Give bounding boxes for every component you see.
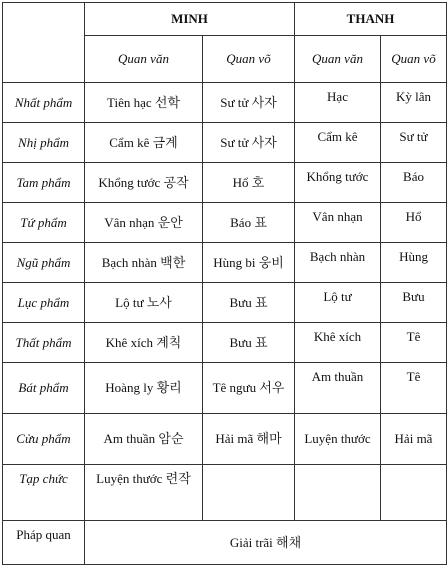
header-thanh: THANH [295,3,447,36]
phap-quan-cell: Giải trãi 해채 [85,521,447,565]
empty-cell [295,465,381,521]
header-minh-quan-vo: Quan võ [203,36,295,83]
minh-quan-van-cell: Am thuần 암순 [85,414,203,465]
rank-label: Tạp chức [3,465,85,521]
minh-quan-vo-cell: Báo 표 [203,203,295,243]
rank-label: Bát phẩm [3,363,85,414]
rank-label: Lục phẩm [3,283,85,323]
thanh-quan-vo-cell: Bưu [381,283,447,323]
header-minh-quan-van: Quan văn [85,36,203,83]
rank-label: Tam phẩm [3,163,85,203]
thanh-quan-vo-cell: Tê [381,323,447,363]
minh-quan-van-cell: Khổng tước 공작 [85,163,203,203]
minh-quan-van-cell: Khê xích 계칙 [85,323,203,363]
minh-quan-van-cell: Lộ tư 노사 [85,283,203,323]
thanh-quan-van-cell: Bạch nhàn [295,243,381,283]
header-thanh-quan-vo: Quan võ [381,36,447,83]
minh-quan-van-cell: Vân nhạn 운안 [85,203,203,243]
header-minh: MINH [85,3,295,36]
table-row [3,363,447,414]
thanh-quan-vo-cell: Hổ [381,203,447,243]
thanh-quan-van-cell: Cẩm kê [295,123,381,163]
rank-label: Thất phẩm [3,323,85,363]
thanh-quan-vo-cell: Báo [381,163,447,203]
rank-insignia-table [2,2,447,565]
table-row [3,323,447,363]
empty-cell [203,465,295,521]
table-row-tap-chuc [3,465,447,521]
minh-quan-van-cell: Cẩm kê 금계 [85,123,203,163]
rank-label: Ngũ phẩm [3,243,85,283]
minh-quan-van-cell: Bạch nhàn 백한 [85,243,203,283]
minh-quan-van-cell: Tiên hạc 선학 [85,83,203,123]
thanh-quan-van-cell: Am thuần [295,363,381,414]
minh-quan-vo-cell: Sư tử 사자 [203,83,295,123]
rank-label: Pháp quan [3,521,85,565]
thanh-quan-vo-cell: Tê [381,363,447,414]
table-row [3,163,447,203]
table-row [3,83,447,123]
thanh-quan-van-cell: Luyện thước [295,414,381,465]
rank-label: Cửu phẩm [3,414,85,465]
minh-quan-vo-cell: Bưu 표 [203,323,295,363]
table-row [3,283,447,323]
thanh-quan-vo-cell: Hải mã [381,414,447,465]
table-row [3,243,447,283]
table-row [3,123,447,163]
minh-quan-vo-cell: Bưu 표 [203,283,295,323]
thanh-quan-van-cell: Lộ tư [295,283,381,323]
header-corner-cell [3,3,85,83]
table-row [3,203,447,243]
minh-quan-van-cell: Luyện thước 련작 [85,465,203,521]
thanh-quan-vo-cell: Sư tử [381,123,447,163]
rank-label: Nhị phẩm [3,123,85,163]
minh-quan-vo-cell: Hải mã 해마 [203,414,295,465]
rank-label: Tứ phẩm [3,203,85,243]
thanh-quan-van-cell: Vân nhạn [295,203,381,243]
rank-label: Nhất phẩm [3,83,85,123]
minh-quan-van-cell: Hoàng ly 황리 [85,363,203,414]
minh-quan-vo-cell: Tê ngưu 서우 [203,363,295,414]
thanh-quan-van-cell: Hạc [295,83,381,123]
minh-quan-vo-cell: Hùng bi 웅비 [203,243,295,283]
minh-quan-vo-cell: Sư tử 사자 [203,123,295,163]
thanh-quan-van-cell: Khê xích [295,323,381,363]
thanh-quan-vo-cell: Kỳ lân [381,83,447,123]
empty-cell [381,465,447,521]
header-thanh-quan-van: Quan văn [295,36,381,83]
thanh-quan-van-cell: Khổng tước [295,163,381,203]
header-row-dynasty [3,3,447,36]
thanh-quan-vo-cell: Hùng [381,243,447,283]
minh-quan-vo-cell: Hổ 호 [203,163,295,203]
table-row [3,414,447,465]
table-row-phap-quan [3,521,447,565]
